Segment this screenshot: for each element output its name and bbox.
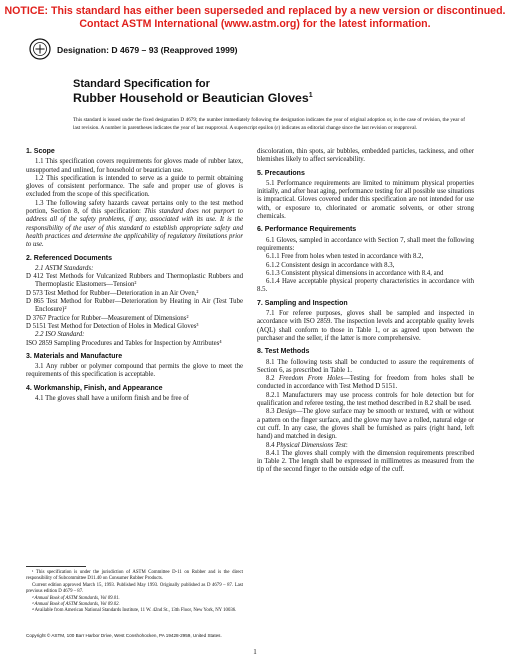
paragraph-8-2: 8.2 Freedom From Holes—Testing for freedom from holes shall be conducted in accordance with Test Method D 5151. [257,375,475,391]
paragraph-6-1-2: 6.1.2 Consistent design in accordance with 8.3, [266,261,395,269]
paragraph-6-1-4: 6.1.4 Have acceptable physical property characteristics in accordance with 8.5. [257,278,474,294]
reference-d412: D 412 Test Methods for Vulcanized Rubbers and Thermoplastic Rubbers and Thermoplastic Elastomers—Tension² [26,273,243,289]
paragraph-8-2-1: 8.2.1 Manufacturers may use process controls for hole detection but for qualification and referee testing, the test method described in 8.2 shall be used. [257,391,474,408]
paragraph-6-1: 6.1 Gloves, sampled in accordance with Section 7, shall meet the following requirements: [257,236,474,252]
paragraph-8-4-1: 8.4.1 The gloves shall comply with the dimension requirements prescribed in Table 2. The length shall be expressed in millimetres as measured from the tip of the second finger to the outside edge of the cuff. [257,449,474,474]
reference-iso2859: ISO 2859 Sampling Procedures and Tables for Inspection by Attributes⁴ [26,339,222,347]
section-heading-scope: 1. Scope [26,148,55,155]
paragraph-8-4: 8.4 Physical Dimensions Test: [266,441,348,449]
section-heading-sampling: 7. Sampling and Inspection [257,299,348,307]
section-heading-precautions: 5. Precautions [257,169,305,177]
notice-line-2: Contact ASTM International (www.astm.org) for the latest information. [79,18,431,30]
title-line-1: Standard Specification for [73,78,210,90]
footnote-2: ² Annual Book of ASTM Standards, Vol 09.01. [32,595,120,601]
reference-d573: D 573 Test Method for Rubber—Deterioration in an Air Oven,² [26,289,199,297]
document-title [73,78,473,106]
paragraph-6-1-3: 6.1.3 Consistent physical dimensions in accordance with 8.4, and [266,269,444,277]
footnote-3: ³ Annual Book of ASTM Standards, Vol 09.02. [32,602,120,608]
paragraph-5-1: 5.1 Performance requirements are limited to minimum physical properties initially, and after heat aging, performance testing for all possible use situations is impractical. Gloves covered under this specification are not intended for use with, or exposure to, chlorinated or aromatic solvents, or other strong chemicals. [257,179,474,221]
astm-logo [29,38,51,60]
section-heading-test-methods: 8. Test Methods [257,348,310,356]
paragraph-1-1: 1.1 This specification covers requirements for gloves made of rubber latex, unsupported and unlined, for household or beautician use. [26,158,243,174]
supersession-notice [0,5,510,31]
right-column [257,148,474,475]
paragraph-8-3: 8.3 Design—The glove surface may be smooth or textured, with or without a pattern on the finger surface, and the glove may have a rolled, natural edge or cut cuff. In any case, the gloves shall be furnished as pairs (right hand, left hand) and matched in design. [257,408,474,441]
paragraph-2-2: 2.2 ISO Standard: [35,331,85,339]
paragraph-7-1: 7.1 For referee purposes, gloves shall be sampled and inspected in accordance with ISO 2859. The inspection levels and acceptable quality levels (AQL) shall conform to those in Table 1, or as agreed upon between the purchaser and the seller, if the latter is more comprehensive. [257,310,474,342]
section-heading-workmanship: 4. Workmanship, Finish, and Appearance [26,384,163,392]
reference-d3767: D 3767 Practice for Rubber—Measurement of Dimensions² [26,314,189,322]
paragraph-6-1-1: 6.1.1 Free from holes when tested in accordance with 8.2, [266,253,424,261]
left-column [26,148,243,403]
section-heading-materials: 3. Materials and Manufacture [26,352,123,360]
paragraph-1-2: 1.2 This specification is intended to serve as a guide to permit obtaining gloves of consistent performance. The safe and proper use of gloves is excluded from the scope of this specification. [26,174,243,199]
section-heading-referenced-documents: 2. Referenced Documents [26,254,112,262]
issuance-statement: This standard is issued under the fixed designation D 4679; the number immediately following the designation indicates the year of original adoption or, in the case of revision, the year of last revision. A number in parentheses indicates the year of last reapproval. A superscript epsilon (ε) indicates an editorial change since the last revision or reapproval. [73,117,465,131]
copyright-line: Copyright © ASTM, 100 Barr Harbor Drive, West Conshohocken, PA 19428-2959, United States. [26,633,222,638]
section-heading-performance: 6. Performance Requirements [257,226,357,234]
paragraph-4-1-continued: discoloration, thin spots, air bubbles, embedded particles, tackiness, and other blemishes likely to affect serviceability. [257,148,474,164]
footnote-divider [26,566,86,567]
title-line-2: Rubber Household or Beautician Gloves$^1$ [73,91,313,105]
paragraph-4-1: 4.1 The gloves shall have a uniform finish and be free of [35,395,189,403]
reference-d865: D 865 Test Method for Rubber—Deterioration by Heating in Air (Test Tube Enclosure)² [26,298,243,314]
footnote-4: ⁴ Available from American National Standards Institute, 11 W. 42nd St., 13th Floor, New York, NY 10036. [32,608,237,614]
reference-d5151: D 5151 Test Method for Detection of Holes in Medical Gloves³ [26,322,199,330]
footnote-1-edition: Current edition approved March 15, 1993. Published May 1993. Originally published as D 4679 – 87. Last previous edition D 4679 – 87. [26,582,243,595]
designation: Designation: D 4679 – 93 (Reapproved 1999) [57,45,238,55]
page-number: 1 [253,648,257,656]
paragraph-8-1: 8.1 The following tests shall be conducted to assure the requirements of Section 6, as prescribed in Table 1. [257,358,474,374]
footnote-1: ¹ This specification is under the jurisdiction of ASTM Committee D-11 on Rubber and is the direct responsibility of Subcommittee D11.40 on Consumer Rubber Products. [26,570,243,582]
footnotes [26,570,243,615]
paragraph-2-1: 2.1 ASTM Standards: [35,264,94,272]
title-footnote-mark: 1 [308,91,313,99]
paragraph-1-3: 1.3 The following safety hazards caveat pertains only to the test method portion, Section 8, of this specification: This standard does not purport to address all of the safety problems, if any, associated with its use. It is the responsibility of the user of this standard to establish appropriate safety and health practices and determine the applicability of regulatory limitations prior to use. [26,199,243,249]
notice-line-1: NOTICE: This standard has either been superseded and replaced by a new version or discontinued. [4,5,506,17]
paragraph-3-1: 3.1 Any rubber or polymer compound that permits the glove to meet the requirements of this specification is acceptable. [26,363,243,379]
